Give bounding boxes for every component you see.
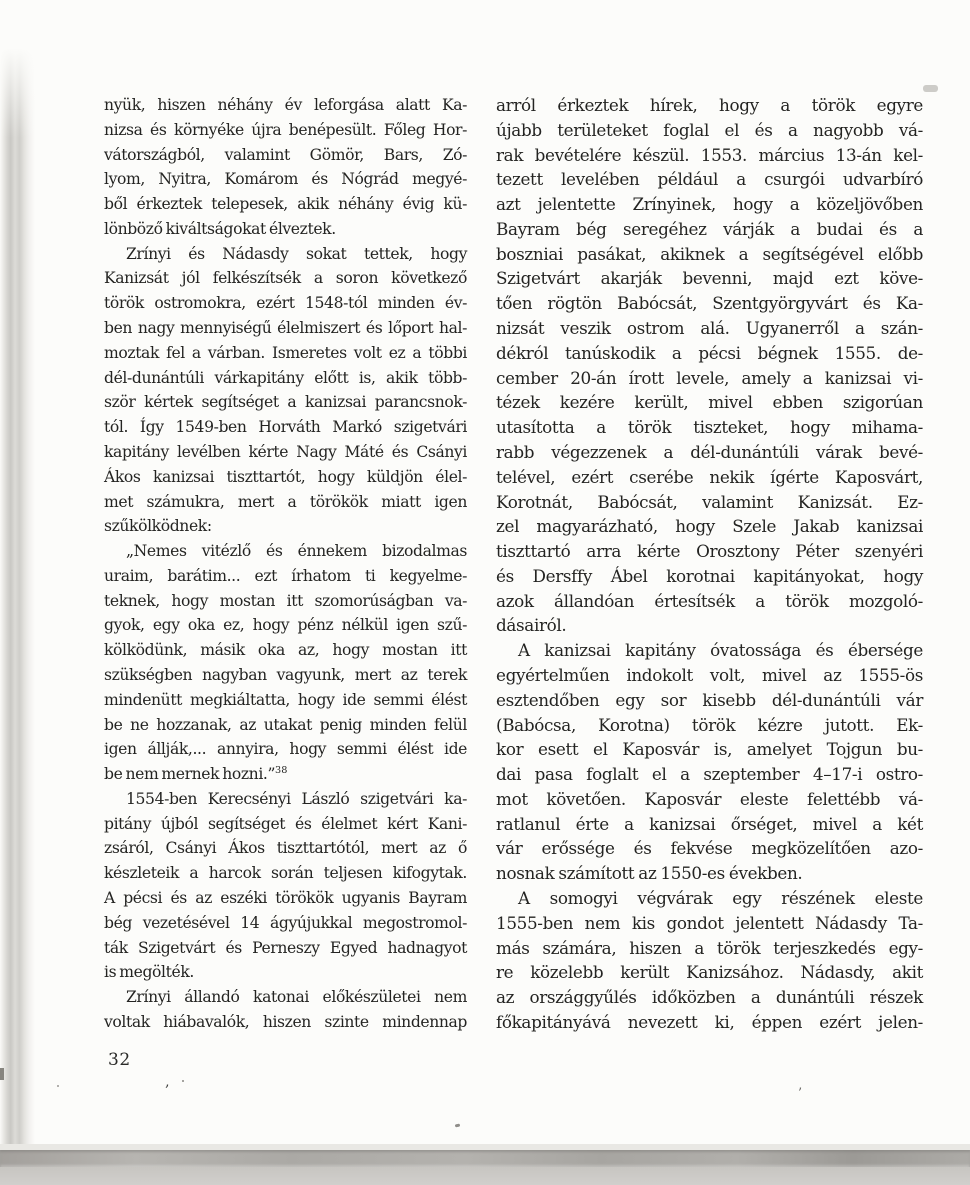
scan-speck (455, 1124, 461, 1128)
text-line: szükségben nagyban vagyunk, mert az terek (104, 665, 467, 684)
text-line: rak bevételére készül. 1553. március 13-án kel- (496, 144, 923, 165)
text-line: is megölték. (104, 963, 194, 982)
text-line: kölködünk, másik oka az, hogy mostan itt (104, 641, 467, 660)
text-line: igen állják,... annyira, hogy semmi élést ide (104, 740, 467, 759)
text-line: gyok, egy oka ez, hogy pénz nélkül igen szű- (104, 616, 467, 635)
text-line: moztak fel a várban. Ismeretes volt ez a többi (104, 343, 467, 362)
text-line: ták Szigetvárt és Perneszy Egyed hadnagyot (104, 938, 467, 957)
text-line: dél-dunántúli várkapitány előtt is, akik több- (104, 368, 467, 387)
quote-closing-text: be nem mernek hozni.” (104, 765, 276, 784)
text-line: 1555-ben nem kis gondot jelentett Nádasdy Ta- (496, 912, 923, 933)
scan-background-bottom (0, 1167, 970, 1185)
text-line: ratlanul érte a kanizsai őrséget, mivel a két (496, 813, 923, 834)
text-line: vátországból, valamint Gömör, Bars, Zó- (104, 145, 467, 164)
text-line: arról érkeztek hírek, hogy a török egyre (496, 95, 923, 115)
text-line: pitány újból segítséget és élelmet kért Kani- (104, 814, 467, 833)
book-page-edge-left (0, 48, 35, 1152)
scan-speck (57, 1085, 59, 1087)
text-line: uraim, barátim... ezt írhatom ti kegyelme- (104, 566, 467, 585)
text-line: Zrínyi állandó katonai előkészületei nem (126, 988, 467, 1007)
text-line: lönböző kiváltságokat élveztek. (104, 219, 336, 238)
text-line: re közelebb került Kanizsához. Nádasdy, akit (496, 962, 923, 983)
text-line: készleteik a harcok során teljesen kifogytak. (104, 864, 467, 883)
page-number: 32 (108, 1050, 131, 1070)
text-column-right (496, 93, 923, 1035)
text-line: más számára, hiszen a török terjeszkedés egy- (496, 937, 923, 958)
text-line: főkapitányává nevezett ki, éppen ezért jelen- (496, 1011, 923, 1032)
text-line: azt jelentette Zrínyinek, hogy a közeljövőben (496, 194, 923, 215)
scan-speck (0, 1068, 4, 1080)
text-line: azok állandóan értesítsék a török mozgoló- (496, 590, 923, 611)
text-line: met számukra, mert a törökök miatt igen (104, 492, 467, 511)
text-line: A pécsi és az eszéki törökök ugyanis Bayram (104, 889, 467, 907)
text-line: tiszttartó arra kérte Orosztony Péter szenyéri (496, 541, 923, 562)
text-line: A kanizsai kapitány óvatossága és ébersége (518, 640, 923, 661)
text-line: mot követően. Kaposvár eleste felettébb vá- (496, 788, 923, 809)
text-line: mindenütt megkiáltatta, hogy ide semmi élést (104, 690, 467, 709)
text-line: nosnak számított az 1550-es években. (496, 863, 803, 884)
text-line: dai pasa foglalt el a szeptember 4–17-i ostro- (496, 764, 923, 785)
text-line: esztendőben egy sor kisebb dél-dunántúli vár (496, 689, 923, 710)
text-line: vár erőssége és fekvése megközelítően azo- (496, 838, 923, 859)
text-line: szűkölködnek: (104, 517, 212, 536)
text-line: tézek kezére került, mivel ebben szigorúan (496, 392, 923, 413)
text-line: teknek, hogy mostan itt szomorúságban va- (104, 591, 467, 610)
text-line: török ostromokra, ezért 1548-tól minden év- (104, 294, 467, 313)
text-line: nizsa és környéke újra benépesült. Főleg Hor- (104, 120, 467, 139)
text-line: kor esett el Kaposvár is, amelyet Tojgun bu- (496, 739, 923, 760)
text-line: Szigetvárt akarják bevenni, majd ezt köve- (496, 268, 923, 289)
text-column-left (104, 93, 467, 1035)
text-line: bég vezetésével 14 ágyújukkal megostromol- (104, 913, 467, 932)
scan-speck: ’ (798, 1086, 803, 1101)
text-line: kapitány levélben kérte Nagy Máté és Csányi (104, 442, 467, 461)
text-line: cember 20-án írott levele, amely a kanizsai vi- (496, 367, 923, 388)
text-line: tezett levelében például a csurgói udvarbíró (496, 169, 923, 190)
text-line: (Babócsa, Korotna) török kézre jutott. Ek- (496, 714, 923, 735)
text-line: rabb végezzenek a dél-dunántúli várak bevé- (496, 441, 923, 462)
text-line: nizsát veszik ostrom alá. Ugyanerről a szán- (496, 318, 923, 339)
text-line: Korotnát, Babócsát, valamint Kanizsát. Ez- (496, 491, 923, 512)
text-line: A somogyi végvárak egy részének eleste (518, 888, 923, 908)
text-line: az országgyűlés időközben a dunántúli részek (496, 987, 923, 1008)
text-line: tően rögtön Babócsát, Szentgyörgyvárt és Ka- (496, 293, 923, 314)
footnote-reference: 38 (275, 764, 288, 776)
text-line: zel magyarázható, hogy Szele Jakab kanizsai (496, 516, 923, 537)
text-line: Kanizsát jól felkészítsék a soron következő (104, 269, 467, 288)
text-line: zsáról, Csányi Ákos tiszttartótól, mert az ő (104, 839, 467, 858)
text-line: Zrínyi és Nádasdy sokat tettek, hogy (126, 244, 467, 263)
text-line: 1554-ben Kerecsényi László szigetvári ka- (126, 789, 467, 808)
text-line: voltak hiábavalók, hiszen szinte mindennap (104, 1012, 467, 1031)
text-line (104, 762, 467, 787)
text-line: „Nemes vitézlő és énnekem bizodalmas (126, 542, 467, 561)
text-line: nyük, hiszen néhány év leforgása alatt Ka- (104, 96, 467, 114)
scan-speck (182, 1080, 184, 1082)
text-line: dékról tanúskodik a pécsi bégnek 1555. de- (496, 342, 923, 363)
text-line: ször kértek segítséget a kanizsai parancsnok- (104, 393, 467, 412)
text-line: tól. Így 1549-ben Horváth Markó szigetvári (104, 418, 467, 437)
book-page-edge-bottom (0, 1150, 970, 1167)
text-line: utasította a török tiszteket, hogy mihama- (496, 417, 923, 438)
book-page-edge-left-fade (0, 48, 35, 138)
text-line: telével, ezért cserébe nekik ígérte Kaposvárt, (496, 466, 923, 487)
scan-smudge (923, 85, 938, 92)
text-line: ben nagy mennyiségű élelmiszert és lőport hal- (104, 319, 467, 338)
text-line: és Dersffy Ábel korotnai kapitányokat, hogy (496, 565, 923, 586)
text-line: be ne hozzanak, az utakat penig minden felül (104, 715, 467, 734)
text-line: Bayram bég seregéhez várják a budai és a (496, 218, 923, 239)
scan-speck: ‚ (165, 1074, 170, 1090)
text-line: Ákos kanizsai tiszttartót, hogy küldjön élel- (104, 467, 467, 486)
text-line: ből érkeztek telepesek, akik néhány évig kü- (104, 195, 467, 214)
text-line: boszniai pasákat, akiknek a segítségével előbb (496, 243, 923, 264)
text-line: egyértelműen indokolt volt, mivel az 1555-ös (496, 664, 923, 685)
text-line: lyom, Nyitra, Komárom és Nógrád megyé- (104, 170, 467, 189)
text-line: újabb területeket foglal el és a nagyobb vá- (496, 119, 923, 140)
text-line: dásairól. (496, 615, 567, 636)
